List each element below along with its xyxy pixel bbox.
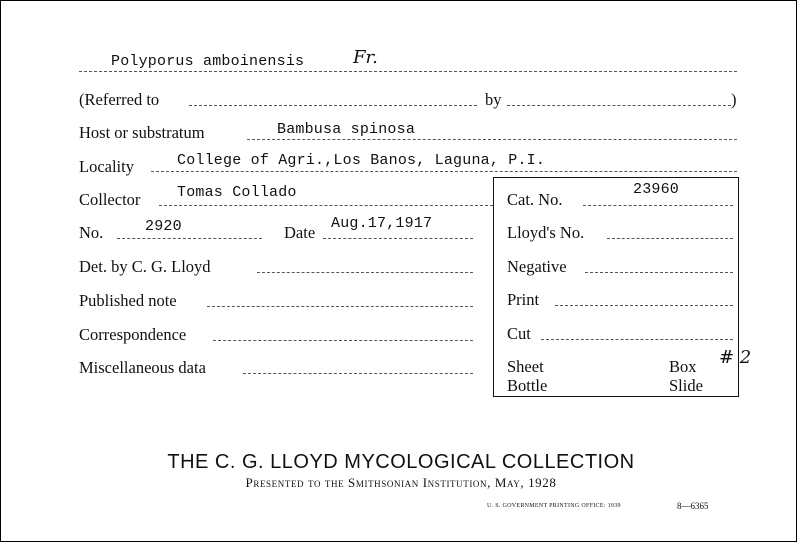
misc-line	[243, 373, 473, 374]
species-name: Polyporus amboinensis	[111, 53, 305, 70]
number-label: No.	[79, 223, 104, 242]
locality-value: College of Agri.,Los Banos, Laguna, P.I.	[177, 152, 546, 169]
bottle-label: Bottle	[507, 376, 548, 395]
host-label: Host or substratum	[79, 123, 205, 142]
print-label: Print	[507, 290, 540, 309]
box-label: Box	[669, 357, 697, 376]
referred-line	[189, 105, 477, 106]
cat-no-value: 23960	[633, 181, 680, 198]
cat-no-label: Cat. No.	[507, 190, 563, 209]
det-label: Det. by C. G. Lloyd	[79, 257, 211, 276]
form-code: 8—6365	[677, 501, 709, 511]
referred-close: )	[731, 90, 737, 109]
by-label: by	[485, 90, 502, 109]
collection-title: THE C. G. LLOYD MYCOLOGICAL COLLECTION	[167, 451, 635, 473]
referred-label: (Referred to	[79, 90, 160, 109]
date-value: Aug.17,1917	[331, 215, 433, 232]
locality-label: Locality	[79, 157, 134, 176]
locality-line	[151, 171, 737, 172]
correspondence-line	[213, 340, 473, 341]
number-value: 2920	[145, 218, 182, 235]
published-line	[207, 306, 473, 307]
correspondence-label: Correspondence	[79, 325, 187, 344]
negative-label: Negative	[507, 257, 567, 276]
date-line	[323, 238, 473, 239]
sheet-label: Sheet	[507, 357, 544, 376]
lloyd-no-label: Lloyd's No.	[507, 223, 585, 242]
host-line	[247, 139, 737, 140]
collection-subtitle: Presented to the Smithsonian Institution, May, 1928	[245, 475, 557, 490]
negative-line	[585, 272, 733, 273]
by-line	[507, 105, 731, 106]
print-line	[555, 305, 733, 306]
date-label: Date	[284, 223, 316, 242]
number-line	[117, 238, 262, 239]
cut-line	[541, 339, 733, 340]
published-label: Published note	[79, 291, 177, 310]
collector-line	[159, 205, 493, 206]
cut-label: Cut	[507, 324, 531, 343]
box-number: # 2	[719, 347, 752, 368]
lloyd-no-line	[607, 238, 733, 239]
collector-label: Collector	[79, 190, 141, 209]
slide-label: Slide	[669, 376, 703, 395]
cat-no-line	[583, 205, 733, 206]
species-line	[79, 71, 737, 72]
misc-label: Miscellaneous data	[79, 358, 206, 377]
host-value: Bambusa spinosa	[277, 121, 416, 138]
det-line	[257, 272, 473, 273]
printer-note: U. S. GOVERNMENT PRINTING OFFICE: 1939	[487, 503, 621, 509]
species-author: Fr.	[353, 47, 378, 68]
collector-value: Tomas Collado	[177, 184, 297, 201]
